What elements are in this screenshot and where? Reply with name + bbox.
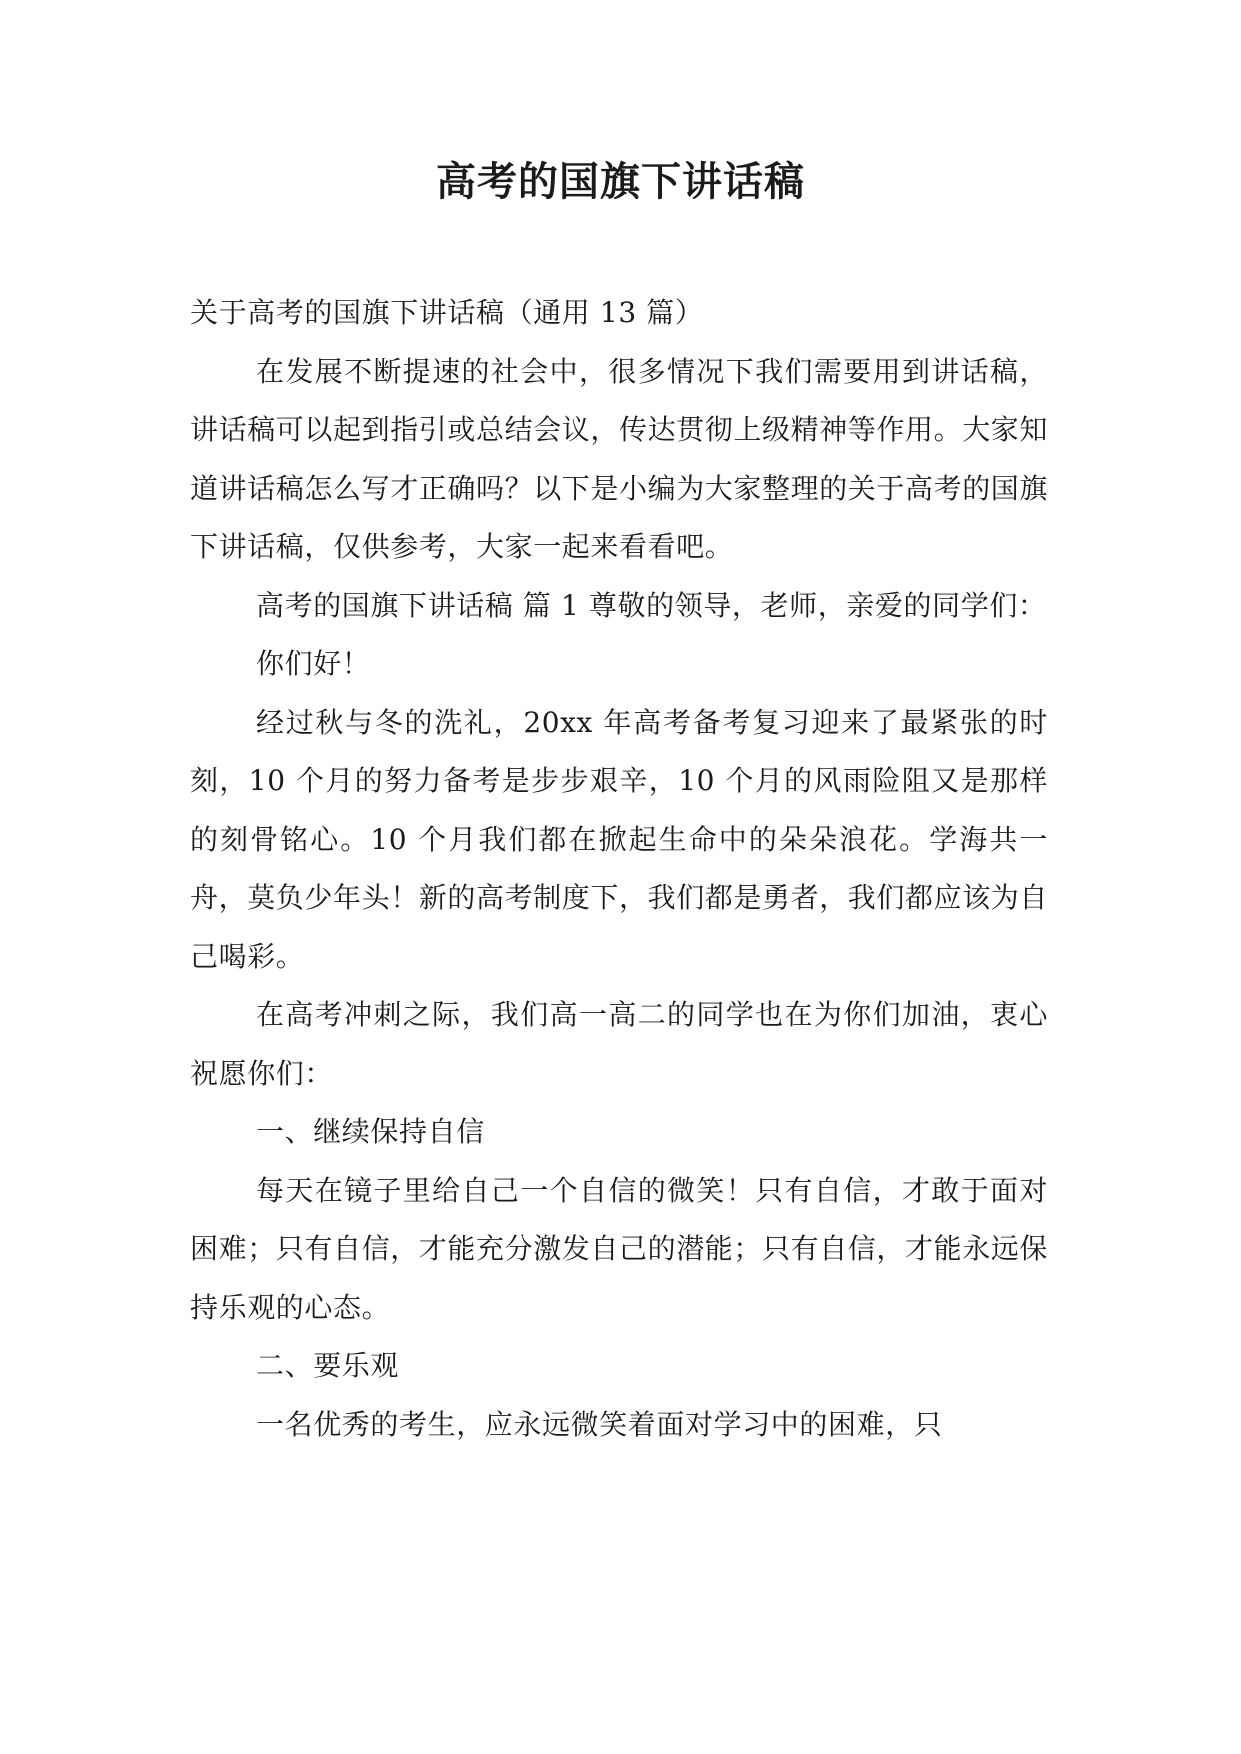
paragraph-wishes: 在高考冲刺之际，我们高一高二的同学也在为你们加油，衷心祝愿你们： (190, 998, 1048, 1090)
section-heading-confidence: 一、继续保持自信 (256, 1115, 485, 1148)
paragraph-greeting: 你们好！ (256, 647, 371, 680)
document-title: 高考的国旗下讲话稿 (436, 158, 805, 205)
section-heading-optimism: 二、要乐观 (256, 1349, 400, 1382)
paragraph-speech-heading: 高考的国旗下讲话稿 篇 1 尊敬的领导，老师，亲爱的同学们： (256, 588, 1047, 622)
paragraph-countdown: 经过秋与冬的洗礼，20xx 年高考备考复习迎来了最紧张的时刻，10 个月的努力备考是步步艰辛，10 个月的风雨险阻又是那样的刻骨铭心。10 个月我们都在掀起生命中的朵朵浪花。学海共一舟，莫负少年头！新的高考制度下，我们都是勇者，我们都应该为自己喝彩。 (190, 705, 1049, 973)
paragraph-optimism: 一名优秀的考生，应永远微笑着面对学习中的困难，只 (256, 1407, 943, 1441)
paragraph-confidence: 每天在镜子里给自己一个自信的微笑！只有自信，才敢于面对困难；只有自信，才能充分激发自己的潜能；只有自信，才能永远保持乐观的心态。 (190, 1173, 1049, 1324)
document-subtitle: 关于高考的国旗下讲话稿（通用 13 篇） (190, 296, 704, 329)
document-body (190, 284, 1048, 1454)
paragraph-intro: 在发展不断提速的社会中，很多情况下我们需要用到讲话稿，讲话稿可以起到指引或总结会议，传达贯彻上级精神等作用。大家知道讲话稿怎么写才正确吗？以下是小编为大家整理的关于高考的国旗下讲话稿，仅供参考，大家一起来看看吧。 (190, 354, 1049, 563)
